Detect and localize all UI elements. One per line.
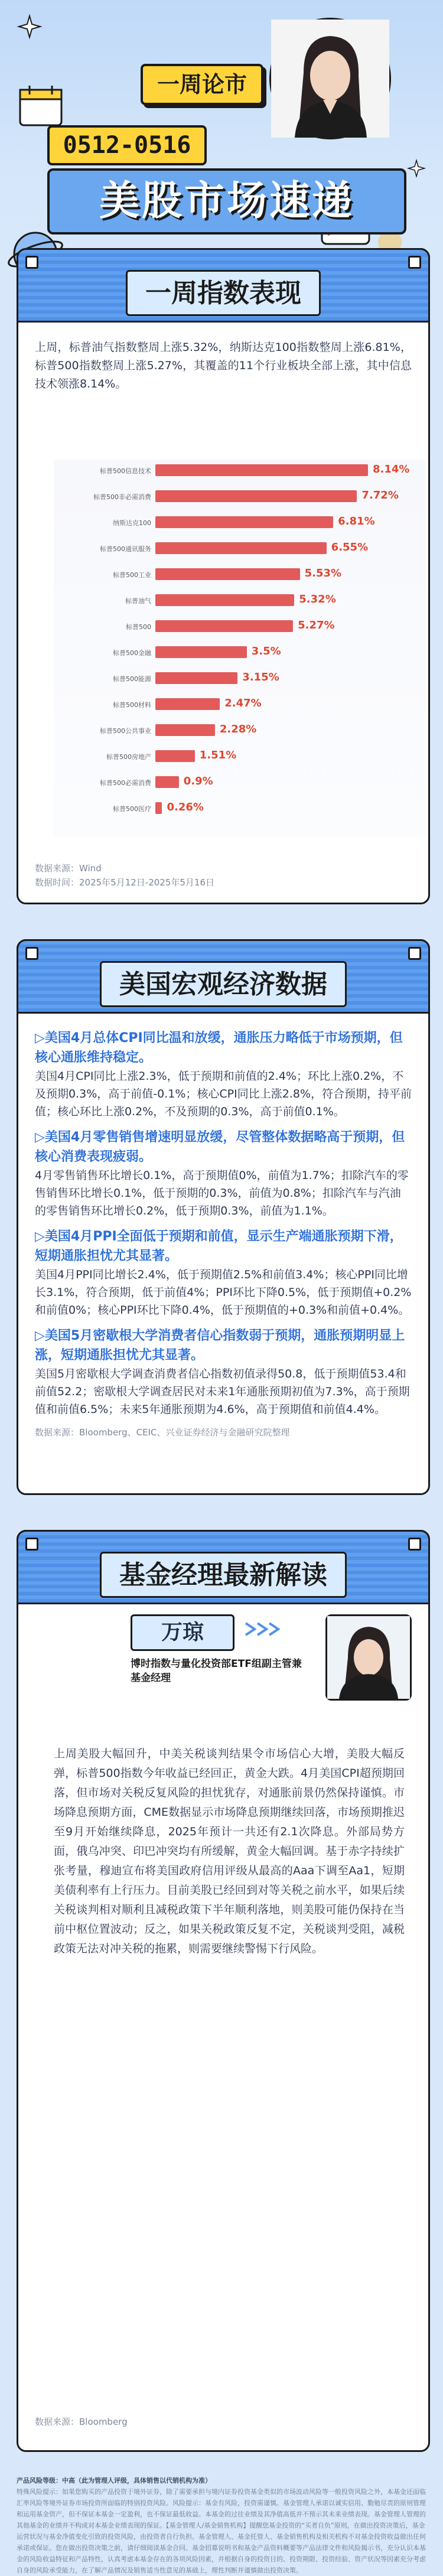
chart-category-label: 标普500信息技术 [100,467,151,475]
section-title: 美国宏观经济数据 [100,961,347,1007]
section-title: 基金经理最新解读 [100,1552,347,1598]
data-source: 数据来源：Bloomberg、CEIC、兴业证券经济与金融研究院整理 [35,1427,290,1438]
risk-disclaimer-text: 特殊风险提示：如果您购买的产品投资于境外证券，除了需要承担与境内证券投资基金类似的市场波动风险等一般投资风险之外，本基金还面临汇率风险等境外证券市场投资所面临的特别投资风险。风险提示：基金有风险，投资需谨慎。基金管理人承诺以诚实信用、勤勉尽责的原则管理和运用基金资产，但不保证本基金一定盈利，也不保证最低收益。本基金的过往业绩及其净值高低并不预示其未来业绩表现。基金管理人管理的其他基金的业绩并不构成对本基金业绩表现的保证。【基金管理人/基金销售机构】提醒您基金投资的“买者自负”原则，在做出投资决策后，基金运营状况与基金净值变化引致的投资风险，由投资者自行负担。基金管理人、基金托管人、基金销售机构及相关机构不对基金投资收益做出任何承诺或保证。您在做出投资决策之前，请仔细阅读基金合同、基金招募说明书和基金产品资料概要等产品法律文件和风险揭示书，充分认识本基金的风险收益特征和产品特性，认真考虑本基金存在的各项风险因素，并根据自身的投资目的、投资期限、投资经验、资产状况等因素充分考虑自身的风险承受能力，在了解产品情况及销售适当性意见的基础上，理性判断并谨慎做出投资决策。 [17,2488,426,2574]
chart-bar [155,568,300,580]
macro-item [35,1227,412,1319]
chart-bar [155,464,368,476]
chart-bar [155,620,293,632]
manager-profile [18,1614,428,1732]
arrows-icon [243,1620,290,1638]
macro-item-heading: ▷美国4月零售销售增速明显放缓，尽管整体数据略高于预期，但核心消费表现疲弱。 [35,1130,405,1164]
chart-value-label: 6.81% [338,515,375,527]
manager-avatar-photo [325,1614,412,1701]
risk-rating-text: 产品风险等级：中高（此为管理人评级，具体销售以代销机构为准） [17,2477,211,2484]
fund-manager-card [17,1530,430,2452]
section-title: 一周指数表现 [126,270,321,316]
manager-commentary-text: 上周美股大幅回升，中美关税谈判结果令市场信心大增，美股大幅反弹，标普500指数今年收益已经回正，黄金大跌。4月美国CPI超预期回落，但市场对关税反复风险的担忧犹存，对通胀前景仍然保持谨慎。市场降息预期方面，CME数据显示市场降息预期继续回落，市场预期推迟至9月开始继续降息，2025年预计一共还有2.1次降息。外部局势方面，俄乌冲突、印巴冲突均有所缓解，黄金大幅回调。基于赤字持续扩张考量，穆迪宣布将美国政府信用评级从最高的Aaa下调至Aa1，短期美债利率有上行压力。目前美股已经回到对等关税之前水平，如果后续关税谈判相对顺利且减税政策下半年顺利落地，则美股可能仍保持在当前中枢位置波动；反之，如果关税政策反复不定，关税谈判受阻，减税政策无法对冲关税的拖累，则需要继续警惕下行风险。 [54,1747,405,1955]
chart-bar [155,542,327,554]
chart-category-label: 标普500公共事业 [100,727,151,735]
chart-category-label: 标普500医疗 [113,805,151,813]
chart-value-label: 5.27% [298,619,335,631]
chart-bar [155,802,162,814]
macro-item-heading: ▷美国5月密歇根大学消费者信心指数弱于预期，通胀预期明显上涨，短期通胀担忧尤其显著。 [35,1328,405,1363]
macro-item-body: 美国5月密歇根大学调查消费者信心指数初值录得50.8，低于预期值53.4和前值52.2；密歇根大学调查居民对未来1年通胀预期初值为7.3%，高于预期值和前值6.5%；未来5年通胀预期为4.6%，高于预期值和前值4.4%。 [35,1367,410,1416]
chart-bar [155,698,220,710]
chart-category-label: 标普500工业 [113,571,151,579]
macro-item-body: 4月零售销售环比增长0.1%，高于预期值0%，前值为1.7%；扣除汽车的零售销售环比增长0.1%，低于预期的0.3%，前值为0.8%；扣除汽车与汽油的零售销售环比增长0.2%，低于预期0.3%，前值为1.1%。 [35,1169,409,1217]
chart-category-label: 标普500能源 [113,675,151,683]
chart-value-label: 7.72% [361,489,399,501]
manager-name: 万琼 [131,1614,234,1651]
macro-data-card [17,939,430,1495]
sparkle-icon [408,159,425,177]
data-source: 数据来源：Wind [35,863,102,874]
chart-value-label: 5.32% [299,593,336,605]
chart-value-label: 6.55% [331,541,369,553]
chart-bar [155,672,237,684]
calendar-icon [17,83,70,130]
chart-bar [155,594,294,606]
risk-disclaimer [17,2475,426,2576]
chart-bar [155,490,357,502]
chart-category-label: 纳斯达克100 [113,519,151,527]
chart-category-label: 标普500非必需消费 [93,493,151,501]
chart-category-label: 标普油气 [125,597,151,605]
chart-bar [155,646,247,658]
macro-item [35,1128,412,1220]
chart-value-label: 3.5% [251,645,281,657]
chart-bar [155,776,179,788]
chart-value-label: 5.53% [304,567,342,579]
macro-item-body: 美国4月CPI同比上涨2.3%，低于预期和前值的2.4%；环比上涨0.2%，不及预期0.3%，高于前值-0.1%；核心CPI同比上涨2.8%，符合预期，持平前值；核心环比上涨0.2%，不及预期的0.3%，高于前值0.1%。 [35,1070,412,1118]
page-title: 美股市场速递 [47,168,406,235]
chart-category-label: 标普500必需消费 [100,779,151,787]
date-range-label: 0512-0516 [47,125,207,165]
chart-category-label: 标普500 [126,623,151,631]
chart-bar [155,724,215,736]
manager-role: 博时指数与量化投资部ETF组副主管兼基金经理 [131,1658,302,1684]
macro-item-heading: ▷美国4月总体CPI同比温和放缓，通胀压力略低于市场预期，但核心通胀维持稳定。 [35,1031,403,1065]
chart-bar [155,516,333,528]
data-time: 数据时间：2025年5月12日-2025年5月16日 [35,877,215,888]
chart-value-label: 2.47% [224,697,262,709]
chart-value-label: 3.15% [242,671,279,683]
chart-value-label: 0.26% [167,801,204,813]
macro-item-body: 美国4月PPI同比增长2.4%，低于预期值2.5%和前值3.4%；核心PPI同比增长3.1%，符合预期，低于前值4%；PPI环比下降0.5%，低于预期值+0.2%和前值0%；核心PPI环比下降0.4%，低于预期值的+0.3%和前值+0.4%。 [35,1268,412,1317]
index-performance-card [17,248,430,904]
chart-category-label: 标普500材料 [113,701,151,709]
star-icon [18,15,41,38]
chart-category-label: 标普500金融 [113,649,151,657]
data-source: 数据来源：Bloomberg [35,2417,128,2427]
chart-value-label: 0.9% [183,775,213,787]
chart-bar [155,750,195,762]
host-avatar-photo [269,18,391,139]
macro-item [35,1028,412,1121]
chart-category-label: 标普500房地产 [106,753,151,761]
index-summary-text: 上周，标普油气指数整周上涨5.32%，纳斯达克100指数整周上涨6.81%，标普500指数整周上涨5.27%，其覆盖的11个行业板块全部上涨，其中信息技术领涨8.14%。 [35,341,412,390]
chart-value-label: 1.51% [199,749,237,761]
chart-value-label: 2.28% [219,723,257,735]
chart-value-label: 8.14% [373,463,410,476]
index-bar-chart [54,460,426,838]
chart-category-label: 标普500通讯服务 [100,545,151,553]
weekly-tag: 一周论市 [141,64,263,105]
macro-item-heading: ▷美国4月PPI全面低于预期和前值，显示生产端通胀预期下滑，短期通胀担忧尤其显著。 [35,1229,403,1263]
macro-item [35,1326,412,1418]
